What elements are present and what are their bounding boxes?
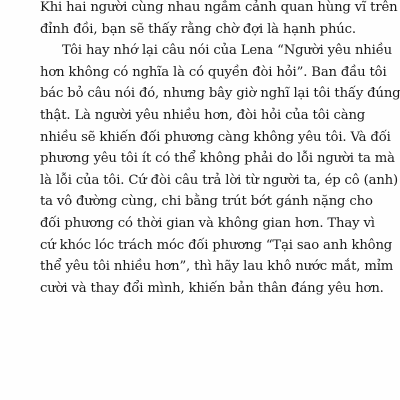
text-line: hơn không có nghĩa là có quyền đòi hỏi”. Ban đầu tôi	[40, 64, 387, 80]
body-text	[40, 0, 400, 299]
text-line: ta vô đường cùng, chi bằng trút bớt gánh nặng cho	[40, 194, 373, 210]
text-line: đỉnh đồi, bạn sẽ thấy rằng chờ đợi là hạnh phúc.	[40, 21, 356, 37]
text-line: là lỗi của tôi. Cứ đòi câu trả lời từ người ta, ép cô (anh)	[40, 172, 399, 188]
text-line: Khi hai người cùng nhau ngắm cảnh quan hùng vĩ trên	[40, 0, 398, 15]
text-line: đối phương có thời gian và không gian hơn. Thay vì	[40, 215, 375, 231]
text-line: thật. Là người yêu nhiều hơn, đòi hỏi của tôi càng	[40, 107, 366, 123]
text-line: cứ khóc lóc trách móc đối phương “Tại sao anh không	[40, 237, 393, 253]
paragraph-first-line: Tôi hay nhớ lại câu nói của Lena “Người yêu nhiều	[62, 43, 393, 59]
text-line: cười và thay đổi mình, khiến bản thân đáng yêu hơn.	[40, 280, 384, 296]
text-line: nhiều sẽ khiến đối phương càng không yêu tôi. Và đối	[40, 129, 391, 145]
text-line: phương yêu tôi ít có thể không phải do lỗi người ta mà	[40, 151, 395, 167]
text-line: thể yêu tôi nhiều hơn”, thì hãy lau khô nước mắt, mỉm	[40, 259, 394, 275]
text-line: bác bỏ câu nói đó, nhưng bây giờ nghĩ lại tôi thấy đúng	[40, 86, 400, 102]
